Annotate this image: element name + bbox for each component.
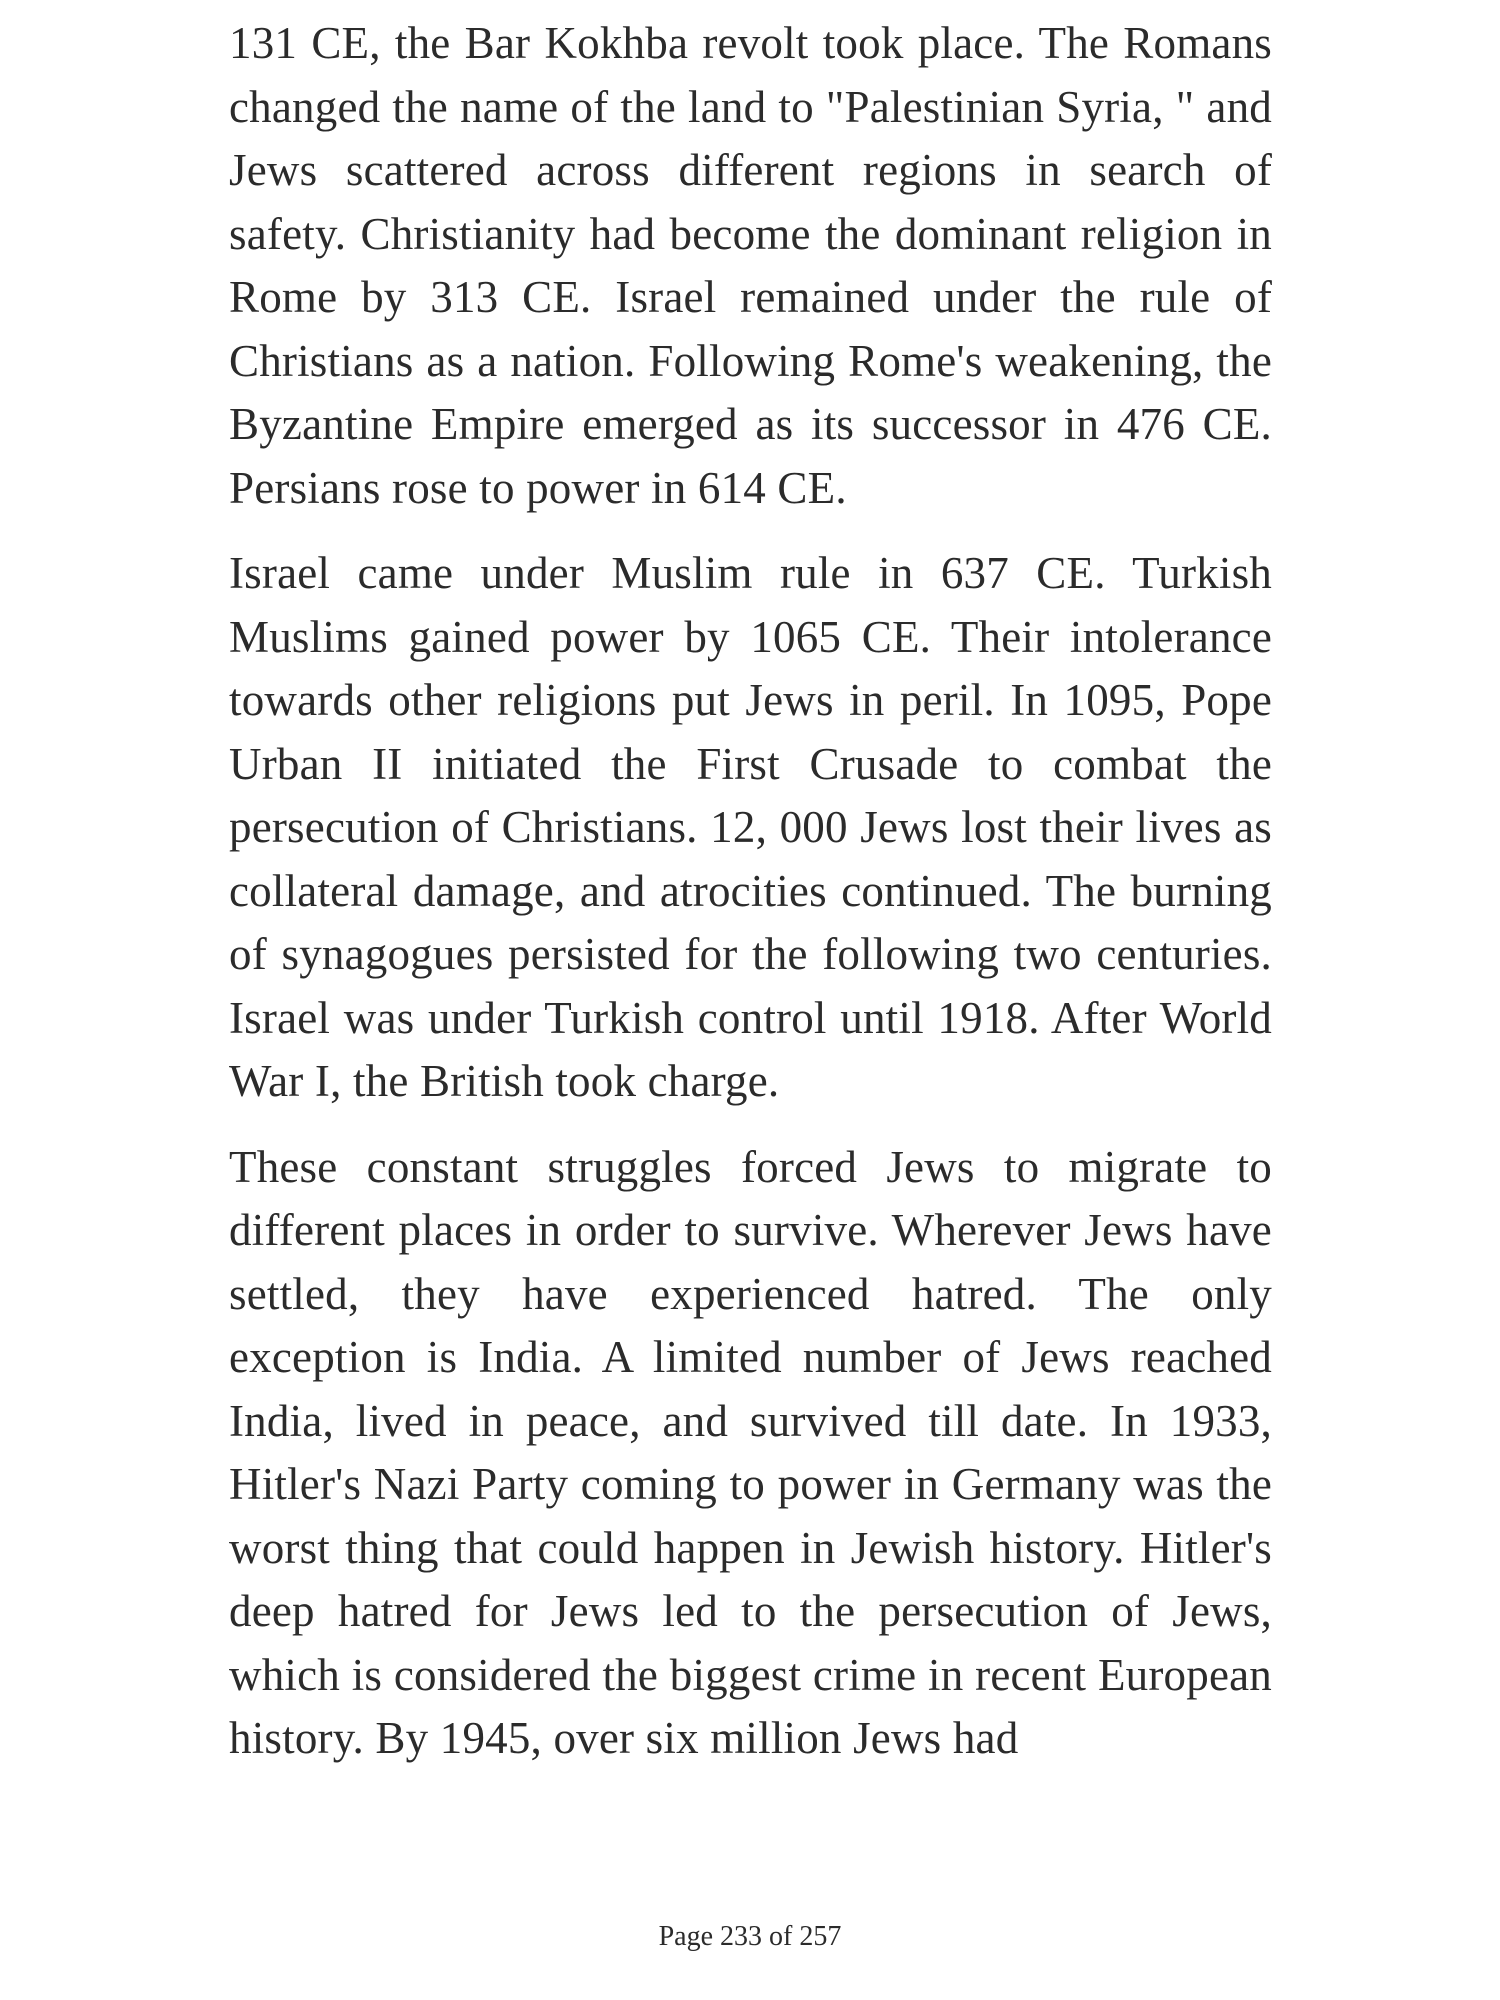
body-text: [229, 12, 1272, 1793]
page-number: Page 233 of 257: [658, 1921, 842, 1952]
paragraph-3: These constant struggles forced Jews to migrate to different places in order to survive. Wherever Jews have settled, they have experienced hatred. The only exception is India. A limited number of Jews reached India, lived in peace, and survived till date. In 1933, Hitler's Nazi Party coming to power in Germany was the worst thing that could happen in Jewish history. Hitler's deep hatred for Jews led to the persecution of Jews, which is considered the biggest crime in recent European history. By 1945, over six million Jews had: [229, 1141, 1272, 1763]
paragraph-2: Israel came under Muslim rule in 637 CE. Turkish Muslims gained power by 1065 CE. Their intolerance towards other religions put Jews in peril. In 1095, Pope Urban II initiated the First Crusade to combat the persecution of Christians. 12, 000 Jews lost their lives as collateral damage, and atrocities continued. The burning of synagogues persisted for the following two centuries. Israel was under Turkish control until 1918. After World War I, the British took charge.: [229, 548, 1272, 1106]
paragraph-1: 131 CE, the Bar Kokhba revolt took place. The Romans changed the name of the land to "Palestinian Syria, " and Jews scattered across different regions in search of safety. Christianity had become the dominant religion in Rome by 313 CE. Israel remained under the rule of Christians as a nation. Following Rome's weakening, the Byzantine Empire emerged as its successor in 476 CE. Persians rose to power in 614 CE.: [229, 18, 1272, 513]
